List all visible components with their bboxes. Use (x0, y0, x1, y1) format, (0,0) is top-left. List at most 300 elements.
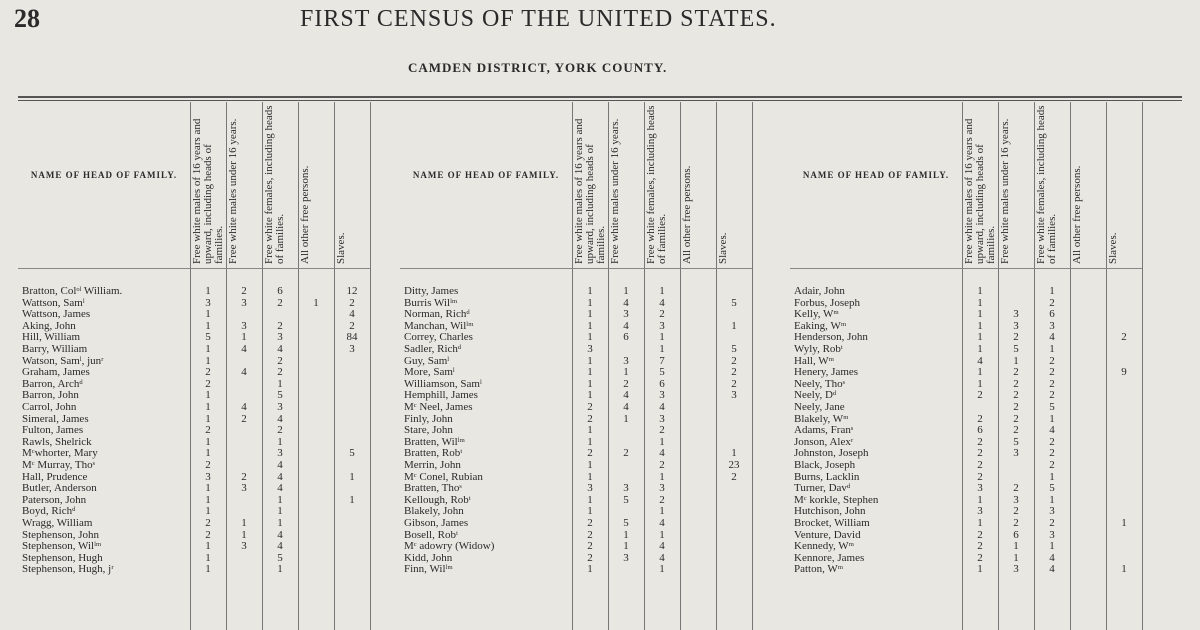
count-c1: 1 (205, 493, 211, 506)
count-c3: 5 (1049, 482, 1055, 495)
count-c3: 1 (659, 505, 665, 518)
head-of-family-name: Barron, Archᵈ (22, 377, 83, 390)
head-of-family-name: Neely, Dᵈ (794, 389, 837, 402)
count-c1: 1 (205, 551, 211, 564)
head-of-family-name: Adams, Franˢ (794, 424, 854, 437)
count-c1: 5 (205, 331, 211, 344)
count-c1: 1 (587, 470, 593, 483)
count-c2: 4 (623, 401, 629, 413)
count-c2: 3 (623, 354, 629, 367)
head-of-family-name: Mᶜ Murray, Thoˢ (22, 459, 95, 471)
head-of-family-name: Burris Wilˡᵐ (404, 296, 458, 309)
count-c1: 1 (977, 493, 983, 506)
head-of-family-name: Hill, William (22, 331, 81, 344)
count-c1: 2 (977, 540, 983, 553)
count-c3: 2 (659, 493, 665, 506)
head-of-family-name: Hall, Prudence (22, 470, 88, 483)
count-c1: 2 (205, 377, 211, 390)
count-c1: 1 (205, 505, 211, 518)
count-c3: 4 (659, 447, 665, 460)
count-c1: 6 (977, 424, 983, 437)
count-c1: 1 (977, 343, 983, 355)
count-c2: 2 (1013, 366, 1019, 379)
count-c3: 1 (1049, 285, 1055, 297)
count-c2: 4 (623, 319, 629, 332)
column-divider (334, 102, 335, 630)
count-c1: 1 (587, 285, 593, 297)
count-c3: 5 (277, 389, 283, 402)
head-of-family-name: Carrol, John (22, 401, 77, 413)
count-c1: 1 (977, 377, 983, 390)
count-c5: 1 (731, 447, 737, 460)
count-c1: 1 (205, 447, 211, 460)
count-c2: 3 (623, 482, 629, 495)
count-c2: 3 (1013, 308, 1019, 321)
count-c3: 3 (659, 319, 665, 332)
count-c5: 84 (346, 331, 358, 344)
count-c1: 2 (977, 459, 983, 471)
head-of-family-name: More, Samˡ (404, 366, 455, 379)
head-of-family-name: Bratten, Robᵗ (404, 447, 463, 460)
header-c4: All other free persons. (299, 165, 311, 264)
count-c1: 3 (977, 482, 983, 495)
count-c1: 2 (587, 528, 593, 541)
count-c1: 2 (587, 412, 593, 425)
count-c5: 1 (349, 470, 355, 483)
count-c3: 1 (659, 331, 665, 344)
count-c2: 1 (623, 412, 629, 425)
count-c1: 1 (587, 354, 593, 367)
header-divider (18, 268, 370, 269)
count-c2: 4 (623, 389, 629, 402)
count-c2: 2 (1013, 412, 1019, 425)
count-c1: 2 (977, 470, 983, 483)
header-c2: Free white males under 16 years. (227, 118, 239, 264)
count-c5: 5 (349, 447, 355, 460)
count-c2: 3 (623, 551, 629, 564)
count-c2: 2 (1013, 389, 1019, 402)
head-of-family-name: Kelly, Wᵐ (794, 308, 839, 321)
count-c3: 1 (659, 435, 665, 448)
count-c3: 1 (277, 563, 283, 576)
head-of-family-name: Watson, Samˡ, junʳ (22, 354, 104, 367)
head-of-family-name: Brocket, William (794, 517, 870, 529)
head-of-family-name: Bosell, Robᵗ (404, 528, 459, 541)
count-c1: 1 (205, 389, 211, 402)
head-of-family-name: Stephenson, Hugh, jʳ (22, 563, 114, 576)
count-c2: 4 (241, 343, 247, 355)
count-c3: 2 (277, 424, 283, 437)
count-c3: 1 (659, 470, 665, 483)
count-c3: 1 (277, 493, 283, 506)
count-c2: 2 (1013, 505, 1019, 518)
count-c1: 2 (977, 435, 983, 448)
count-c3: 3 (1049, 505, 1055, 518)
count-c1: 1 (205, 285, 211, 297)
count-c2: 5 (623, 493, 629, 506)
count-c1: 1 (977, 319, 983, 332)
count-c3: 2 (1049, 296, 1055, 309)
count-c3: 2 (1049, 459, 1055, 471)
count-c3: 1 (659, 563, 665, 576)
head-of-family-name: Fulton, James (22, 424, 84, 437)
head-of-family-name: Wyly, Robᵗ (794, 343, 844, 355)
head-of-family-name: Barry, William (22, 343, 88, 355)
count-c5: 2 (731, 470, 737, 483)
count-c5: 1 (731, 319, 737, 332)
count-c3: 3 (659, 389, 665, 402)
head-of-family-name: Kennore, James (794, 551, 865, 564)
count-c3: 2 (659, 308, 665, 321)
count-c3: 2 (1049, 377, 1055, 390)
count-c1: 1 (977, 308, 983, 321)
head-of-family-name: Wattson, Samˡ (22, 296, 85, 309)
count-c3: 1 (1049, 540, 1055, 553)
column-divider (752, 102, 753, 630)
header-divider (790, 268, 1142, 269)
header-name-of-head-of-family: NAME OF HEAD OF FAMILY. (412, 170, 560, 180)
count-c3: 3 (277, 447, 283, 460)
count-c2: 2 (241, 470, 247, 483)
count-c1: 1 (205, 343, 211, 355)
head-of-family-name: Neely, Jane (794, 401, 845, 413)
head-of-family-name: Butler, Anderson (22, 482, 97, 495)
count-c2: 3 (1013, 563, 1019, 576)
head-of-family-name: Stephenson, Hugh (22, 551, 103, 564)
head-of-family-name: Black, Joseph (794, 459, 856, 471)
header-c5: Slaves. (1107, 232, 1119, 264)
count-c1: 1 (205, 354, 211, 367)
count-c5: 5 (731, 343, 737, 355)
count-c1: 1 (587, 505, 593, 518)
head-of-family-name: Neely, Thoˢ (794, 377, 845, 390)
count-c1: 1 (977, 366, 983, 379)
top-rule (18, 96, 1182, 98)
count-c3: 4 (1049, 331, 1055, 344)
count-c5: 3 (731, 389, 737, 402)
count-c3: 4 (1049, 551, 1055, 564)
head-of-family-name: Forbus, Joseph (794, 296, 861, 309)
count-c1: 1 (587, 424, 593, 437)
head-of-family-name: Stephenson, John (22, 528, 99, 541)
count-c3: 4 (659, 551, 665, 564)
count-c2: 1 (241, 331, 247, 344)
count-c3: 2 (659, 424, 665, 437)
count-c3: 1 (1049, 470, 1055, 483)
count-c1: 3 (977, 505, 983, 518)
count-c2: 2 (1013, 331, 1019, 344)
count-c1: 1 (205, 435, 211, 448)
head-of-family-name: Hall, Wᵐ (794, 354, 834, 367)
count-c2: 4 (623, 296, 629, 309)
head-of-family-name: Simeral, James (22, 412, 89, 425)
count-c2: 3 (1013, 447, 1019, 460)
count-c3: 4 (277, 470, 283, 483)
count-c3: 5 (659, 366, 665, 379)
count-c5: 2 (731, 377, 737, 390)
head-of-family-name: Kidd, John (404, 551, 453, 564)
head-of-family-name: Kennedy, Wᵐ (794, 540, 855, 553)
count-c1: 1 (587, 296, 593, 309)
count-c1: 1 (205, 319, 211, 332)
head-of-family-name: Eaking, Wᵐ (794, 319, 847, 332)
count-c1: 1 (205, 540, 211, 553)
count-c5: 4 (349, 308, 355, 321)
top-rule-thin (18, 100, 1182, 101)
count-c2: 5 (623, 517, 629, 529)
count-c1: 2 (587, 447, 593, 460)
count-c2: 1 (623, 285, 629, 297)
column-divider (1106, 102, 1107, 630)
count-c1: 3 (205, 296, 211, 309)
count-c3: 2 (277, 354, 283, 367)
count-c5: 1 (1121, 563, 1127, 576)
header-divider (400, 268, 752, 269)
count-c1: 1 (587, 435, 593, 448)
header-c1: Free white males of 16 years and upward, including heads of families. (191, 118, 225, 264)
count-c3: 1 (277, 505, 283, 518)
head-of-family-name: Aking, John (22, 319, 76, 332)
count-c3: 4 (659, 517, 665, 529)
count-c1: 1 (587, 459, 593, 471)
count-c3: 2 (277, 296, 283, 309)
count-c1: 2 (587, 401, 593, 413)
head-of-family-name: Guy, Samˡ (404, 354, 450, 367)
count-c1: 1 (587, 563, 593, 576)
head-of-family-name: Mᶜwhorter, Mary (22, 447, 98, 460)
head-of-family-name: Williamson, Samˡ (404, 377, 482, 390)
count-c1: 2 (977, 528, 983, 541)
count-c1: 3 (205, 470, 211, 483)
count-c3: 2 (277, 366, 283, 379)
head-of-family-name: Kellough, Robᵗ (404, 493, 471, 506)
count-c2: 3 (241, 482, 247, 495)
count-c1: 1 (977, 285, 983, 297)
count-c5: 3 (349, 343, 355, 355)
header-c2: Free white males under 16 years. (999, 118, 1011, 264)
count-c1: 1 (587, 331, 593, 344)
count-c1: 1 (587, 377, 593, 390)
count-c3: 2 (1049, 389, 1055, 402)
column-divider (1142, 102, 1143, 630)
count-c2: 6 (1013, 528, 1019, 541)
count-c1: 1 (587, 319, 593, 332)
count-c1: 1 (587, 308, 593, 321)
count-c1: 2 (205, 459, 211, 471)
count-c2: 5 (1013, 435, 1019, 448)
count-c2: 3 (241, 319, 247, 332)
count-c3: 5 (277, 551, 283, 564)
head-of-family-name: Johnston, Joseph (794, 447, 869, 460)
count-c3: 4 (277, 459, 283, 471)
count-c2: 2 (1013, 424, 1019, 437)
page-subtitle: CAMDEN DISTRICT, YORK COUNTY. (408, 60, 668, 75)
count-c1: 2 (977, 551, 983, 564)
count-c3: 1 (659, 343, 665, 355)
count-c2: 3 (1013, 493, 1019, 506)
column-divider (716, 102, 717, 630)
head-of-family-name: Hemphill, James (404, 389, 478, 402)
count-c3: 3 (659, 412, 665, 425)
count-c3: 4 (277, 412, 283, 425)
header-c3: Free white females, including heads of families. (1035, 105, 1058, 264)
count-c3: 1 (1049, 343, 1055, 355)
count-c3: 2 (659, 459, 665, 471)
head-of-family-name: Henery, James (794, 366, 859, 379)
count-c2: 2 (1013, 482, 1019, 495)
count-c5: 23 (728, 459, 740, 471)
head-of-family-name: Correy, Charles (404, 331, 473, 344)
count-c3: 6 (277, 285, 283, 297)
count-c1: 3 (587, 343, 593, 355)
head-of-family-name: Sadler, Richᵈ (404, 343, 462, 355)
count-c2: 2 (241, 285, 247, 297)
head-of-family-name: Venture, David (794, 528, 861, 541)
header-c3: Free white females, including heads of families. (645, 105, 668, 264)
count-c1: 1 (587, 389, 593, 402)
count-c5: 9 (1121, 366, 1127, 379)
count-c1: 2 (205, 424, 211, 437)
count-c3: 2 (1049, 354, 1055, 367)
head-of-family-name: Burns, Lacklin (794, 470, 860, 483)
head-of-family-name: Blakely, Wᵐ (794, 412, 849, 425)
head-of-family-name: Blakely, John (404, 505, 464, 518)
header-c5: Slaves. (335, 232, 347, 264)
count-c3: 3 (1049, 319, 1055, 332)
page-number: 28 (14, 4, 40, 33)
head-of-family-name: Adair, John (794, 285, 845, 297)
count-c1: 2 (587, 517, 593, 529)
count-c2: 1 (623, 528, 629, 541)
count-c1: 1 (205, 482, 211, 495)
count-c5: 1 (1121, 517, 1127, 529)
count-c1: 2 (587, 540, 593, 553)
head-of-family-name: Bratten, Thoˢ (404, 482, 462, 495)
count-c1: 1 (205, 563, 211, 576)
header-name-of-head-of-family: NAME OF HEAD OF FAMILY. (30, 170, 178, 180)
header-c3: Free white females, including heads of families. (263, 105, 286, 264)
count-c3: 6 (1049, 308, 1055, 321)
count-c1: 1 (977, 517, 983, 529)
count-c1: 1 (587, 366, 593, 379)
count-c2: 6 (623, 331, 629, 344)
count-c5: 2 (1121, 331, 1127, 344)
count-c3: 4 (277, 540, 283, 553)
count-c3: 1 (277, 435, 283, 448)
count-c2: 1 (1013, 540, 1019, 553)
header-c2: Free white males under 16 years. (609, 118, 621, 264)
header-c1: Free white males of 16 years and upward, including heads of families. (963, 118, 997, 264)
head-of-family-name: Boyd, Richᵈ (22, 505, 76, 518)
head-of-family-name: Patton, Wᵐ (794, 563, 844, 576)
count-c2: 4 (241, 366, 247, 379)
head-of-family-name: Rawls, Shelrick (22, 435, 92, 448)
count-c3: 1 (659, 285, 665, 297)
count-c1: 4 (977, 354, 983, 367)
count-c3: 3 (1049, 528, 1055, 541)
count-c1: 3 (587, 482, 593, 495)
count-c3: 2 (1049, 435, 1055, 448)
header-c5: Slaves. (717, 232, 729, 264)
count-c5: 2 (731, 354, 737, 367)
count-c1: 2 (205, 528, 211, 541)
count-c3: 3 (659, 482, 665, 495)
head-of-family-name: Gibson, James (404, 517, 469, 529)
count-c5: 2 (349, 296, 355, 309)
count-c5: 2 (349, 319, 355, 332)
head-of-family-name: Ditty, James (404, 285, 459, 297)
count-c3: 1 (659, 528, 665, 541)
count-c1: 2 (977, 412, 983, 425)
header-c4: All other free persons. (1071, 165, 1083, 264)
count-c3: 1 (277, 517, 283, 529)
count-c2: 1 (1013, 354, 1019, 367)
head-of-family-name: Merrin, John (404, 459, 461, 471)
count-c2: 3 (623, 308, 629, 321)
count-c4: 1 (313, 296, 319, 309)
count-c2: 4 (241, 401, 247, 413)
count-c2: 2 (623, 377, 629, 390)
count-c5: 12 (346, 285, 358, 297)
count-c3: 3 (277, 401, 283, 413)
count-c3: 4 (659, 540, 665, 553)
head-of-family-name: Wattson, James (22, 308, 91, 321)
count-c2: 3 (241, 296, 247, 309)
count-c3: 1 (1049, 412, 1055, 425)
count-c1: 2 (205, 517, 211, 529)
count-c2: 2 (623, 447, 629, 460)
head-of-family-name: Barron, John (22, 389, 79, 402)
count-c1: 1 (977, 296, 983, 309)
count-c3: 7 (659, 354, 665, 367)
count-c2: 1 (1013, 551, 1019, 564)
count-c3: 6 (659, 377, 665, 390)
header-c4: All other free persons. (681, 165, 693, 264)
head-of-family-name: Mᶜ Neel, James (404, 401, 473, 413)
count-c2: 1 (241, 517, 247, 529)
count-c1: 2 (977, 447, 983, 460)
count-c3: 1 (277, 377, 283, 390)
count-c5: 1 (349, 493, 355, 506)
count-c3: 5 (1049, 401, 1055, 413)
count-c3: 3 (277, 331, 283, 344)
count-c2: 3 (1013, 319, 1019, 332)
head-of-family-name: Manchan, Wilˡᵐ (404, 319, 474, 332)
head-of-family-name: Finly, John (404, 412, 453, 425)
count-c2: 3 (241, 540, 247, 553)
count-c3: 4 (1049, 424, 1055, 437)
count-c1: 1 (977, 563, 983, 576)
head-of-family-name: Mᶜ korkle, Stephen (794, 493, 879, 506)
count-c1: 2 (587, 551, 593, 564)
count-c2: 1 (623, 366, 629, 379)
count-c1: 1 (587, 493, 593, 506)
header-c1: Free white males of 16 years and upward, including heads of families. (573, 118, 607, 264)
head-of-family-name: Hutchison, John (794, 505, 866, 518)
count-c3: 4 (277, 482, 283, 495)
page-title: FIRST CENSUS OF THE UNITED STATES. (300, 6, 777, 32)
count-c3: 4 (659, 401, 665, 413)
head-of-family-name: Mᶜ Conel, Rubian (404, 470, 483, 483)
count-c2: 1 (623, 540, 629, 553)
count-c2: 2 (241, 412, 247, 425)
count-c1: 1 (977, 331, 983, 344)
head-of-family-name: Turner, Davᵈ (794, 482, 851, 495)
head-of-family-name: Stare, John (404, 424, 453, 437)
count-c1: 1 (205, 412, 211, 425)
count-c1: 1 (205, 308, 211, 321)
count-c3: 4 (659, 296, 665, 309)
